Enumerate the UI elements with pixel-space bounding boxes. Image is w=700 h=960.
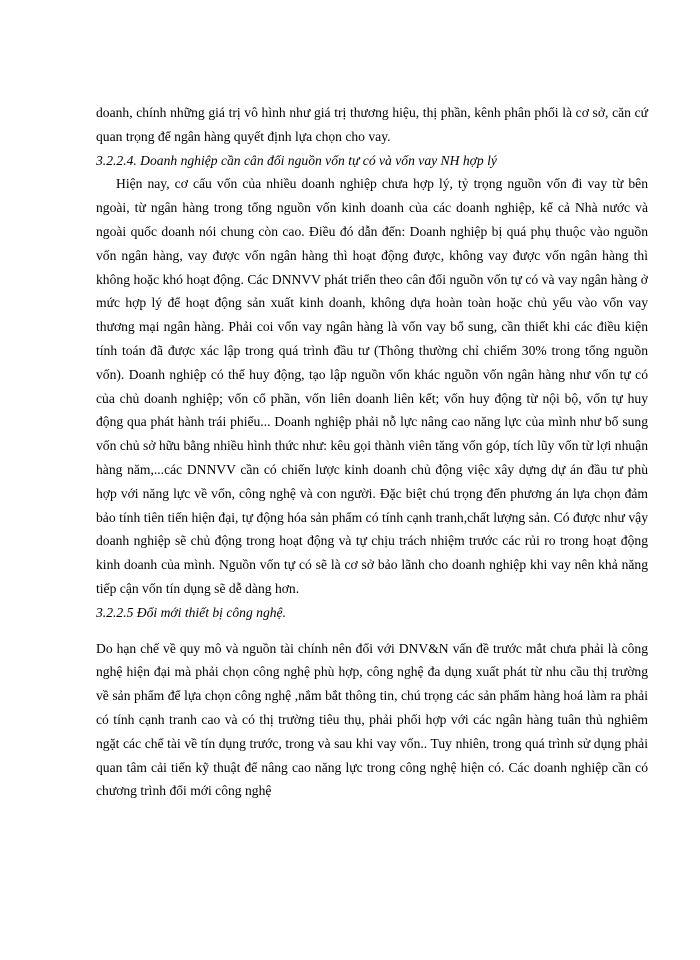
section-heading-3-2-2-4: 3.2.2.4. Doanh nghiệp cần cân đối nguồn vốn tự có và vốn vay NH hợp lý (96, 152, 497, 168)
section-heading-3-2-2-5: 3.2.2.5 Đổi mới thiết bị công nghệ. (96, 604, 286, 620)
paragraph-section-3-2-2-4: Hiện nay, cơ cấu vốn của nhiều doanh nghiệp chưa hợp lý, tỷ trọng nguồn vốn đi vay từ bên ngoài, từ ngân hàng trong tổng nguồn vốn kinh doanh của các doanh nghiệp, kể cả Nhà nước và ngoài quốc doanh nói chung còn cao. Điều đó dẫn đến: Doanh nghiệp bị quá phụ thuộc vào nguồn vốn ngân hàng, vay được vốn ngân hàng thì hoạt động được, không vay được vốn ngân hàng thì không hoặc khó hoạt động. Các DNNVV phát triển theo cân đối nguồn vốn tự có và vay ngân hàng ở mức hợp lý để hoạt động sản xuất kinh doanh, không dựa hoàn toàn hoặc chủ yếu vào vốn vay thương mại ngân hàng. Phải coi vốn vay ngân hàng là vốn vay bổ sung, cần thiết khi các điều kiện tính toán đã được xác lập trong quá trình đầu tư (Thông thường chỉ chiếm 30% trong tổng nguồn vốn). Doanh nghiệp có thể huy động, tạo lập nguồn vốn khác nguồn vốn ngân hàng như vốn tự có của chủ doanh nghiệp; vốn cổ phần, vốn liên doanh liên kết; vốn huy động từ nội bộ, vốn tự huy động qua phát hành trái phiếu... Doanh nghiệp phải nỗ lực nâng cao năng lực của mình như bổ sung vốn chủ sở hữu bằng nhiều hình thức như: kêu gọi thành viên tăng vốn góp, tích lũy vốn từ lợi nhuận hàng năm,...các DNNVV cần có chiến lược kinh doanh chủ động việc xây dựng dự án đầu tư phù hợp với năng lực về vốn, công nghệ và con người. Đặc biệt chú trọng đến phương án lựa chọn đảm bảo tính tiên tiến hiện đại, tự động hóa sản phẩm có tính cạnh tranh,chất lượng sản. Có được như vậy doanh nghiệp sẽ chủ động trong hoạt động và tự chịu trách nhiệm trước các rủi ro trong hoạt động kinh doanh của mình. Nguồn vốn tự có sẽ là cơ sở bảo lãnh cho doanh nghiệp khi vay nên khả năng tiếp cận vốn tín dụng sẽ dễ dàng hơn. (96, 176, 648, 596)
paragraph-intro: doanh, chính những giá trị vô hình như giá trị thương hiệu, thị phần, kênh phân phối là cơ sở, căn cứ quan trọng để ngân hàng quyết định lựa chọn cho vay. (96, 105, 648, 144)
paragraph-section-3-2-2-5: Do hạn chế về quy mô và nguồn tài chính nên đối với DNV&N vấn đề trước mắt chưa phải là công nghệ hiện đại mà phải chọn công nghệ phù hợp, công nghệ đa dụng xuất phát từ nhu cầu thị trường về sản phẩm để lựa chọn công nghệ ,nắm bắt thông tin, chú trọng các sản phẩm hàng hoá làm ra phải có tính cạnh tranh cao và có thị trường tiêu thụ, phải phối hợp với các ngân hàng tuân thủ nghiêm ngặt các chế tài về tín dụng trước, trong và sau khi vay vốn.. Tuy nhiên, trong quá trình sử dụng phải quan tâm cải tiến kỹ thuật để nâng cao năng lực trong công nghệ hiện có. Các doanh nghiệp cần có chương trình đổi mới công nghệ (96, 640, 648, 799)
